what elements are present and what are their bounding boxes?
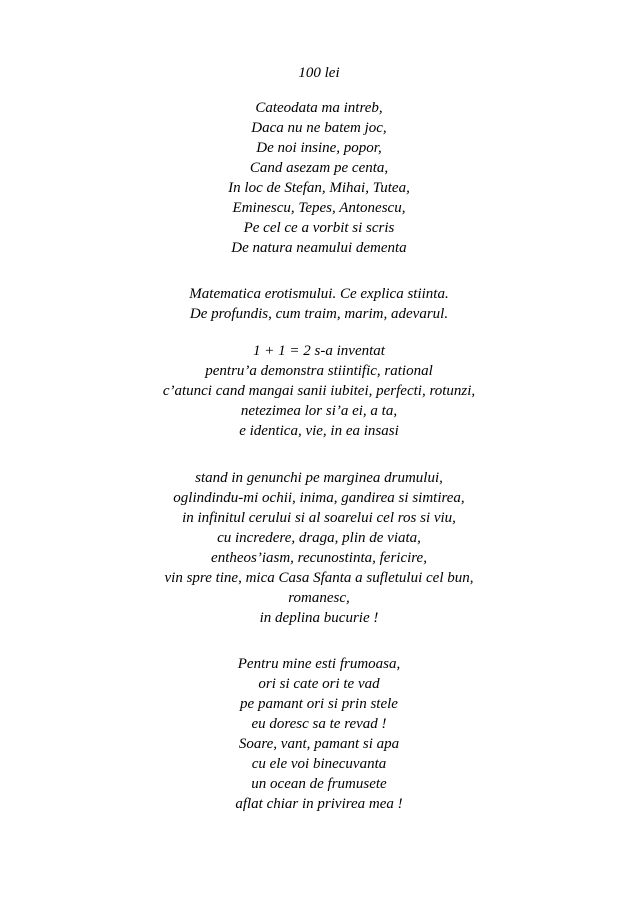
stanza-3-line-4: netezimea lor si’a ei, a ta,	[240, 403, 398, 419]
stanza-4-line-6: vin spre tine, mica Casa Sfanta a sufletului cel bun,	[164, 570, 474, 586]
stanza-1-line-8: De natura neamului dementa	[231, 240, 407, 256]
stanza-2-line-1: Matematica erotismului. Ce explica stiinta.	[189, 286, 449, 302]
stanza-5-line-1: Pentru mine esti frumoasa,	[237, 656, 401, 672]
stanza-1-line-4: Cand asezam pe centa,	[249, 160, 389, 176]
stanza-1-line-1: Cateodata ma intreb,	[255, 100, 383, 116]
stanza-5-line-8: aflat chiar in privirea mea !	[235, 796, 403, 812]
stanza-2-line-2: De profundis, cum traim, marim, adevarul.	[189, 306, 449, 322]
stanza-1-line-7: Pe cel ce a vorbit si scris	[243, 220, 395, 236]
stanza-5-line-2: ori si cate ori te vad	[258, 676, 380, 692]
stanza-5-line-7: un ocean de frumusete	[251, 776, 387, 792]
stanza-5-line-4: eu doresc sa te revad !	[251, 716, 387, 732]
stanza-4-line-1: stand in genunchi pe marginea drumului,	[195, 470, 443, 486]
stanza-3-line-3: c’atunci cand mangai sanii iubitei, perfecti, rotunzi,	[162, 383, 476, 399]
stanza-4-line-4: cu incredere, draga, plin de viata,	[217, 530, 421, 546]
stanza-4-line-7: romanesc,	[288, 590, 350, 606]
stanza-4-line-8: in deplina bucurie !	[259, 610, 379, 626]
stanza-3-line-1: 1 + 1 = 2 s-a inventat	[253, 343, 385, 359]
stanza-1-line-2: Daca nu ne batem joc,	[251, 120, 387, 136]
stanza-4-line-3: in infinitul cerului si al soarelui cel ros si viu,	[182, 510, 456, 526]
stanza-1-line-3: De noi insine, popor,	[256, 140, 382, 156]
stanza-4-line-5: entheos’iasm, recunostinta, fericire,	[211, 550, 427, 566]
stanza-5-line-3: pe pamant ori si prin stele	[240, 696, 398, 712]
stanza-3-line-5: e identica, vie, in ea insasi	[239, 423, 399, 439]
stanza-5-line-6: cu ele voi binecuvanta	[251, 756, 387, 772]
stanza-1-line-6: Eminescu, Tepes, Antonescu,	[232, 200, 406, 216]
poem-title: 100 lei	[298, 65, 340, 81]
stanza-4-line-2: oglindindu-mi ochii, inima, gandirea si simtirea,	[173, 490, 465, 506]
stanza-3-line-2: pentru’a demonstra stiintific, rational	[205, 363, 433, 379]
stanza-5-line-5: Soare, vant, pamant si apa	[238, 736, 400, 752]
stanza-1-line-5: In loc de Stefan, Mihai, Tutea,	[228, 180, 410, 196]
